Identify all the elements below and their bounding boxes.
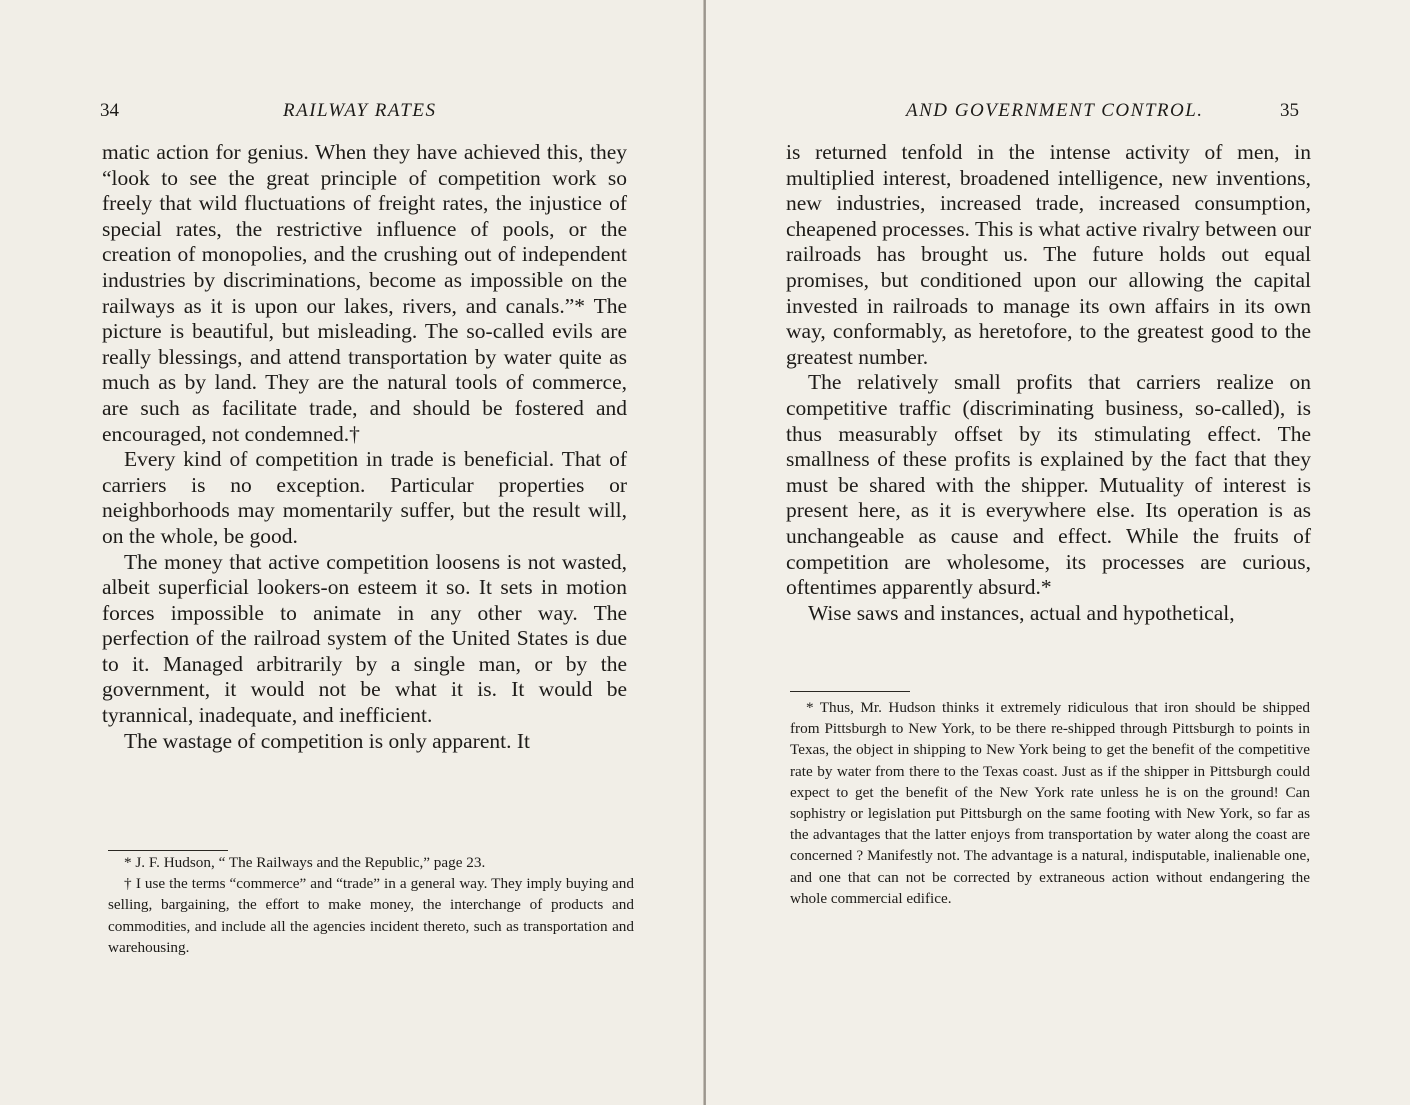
right-page [706,0,1410,1105]
right-footnote-1: * Thus, Mr. Hudson thinks it extremely ridiculous that iron should be shipped from Pittsburgh to New York, to be there re-shipped through Pittsburgh to points in Texas, the object in shipping to New York being to get the benefit of the competitive rate by water from there to the Texas coast. Just as if the shipper in Pittsburgh could expect to get the benefit of the New York rate unless he is on the ground! Can sophistry or legislation put Pittsburgh on the same footing with New York, so far as the advantages that the latter enjoys from transportation by water along the coast are concerned ? Manifestly not. The advantage is a natural, indisputable, inalienable one, and one that can not be corrected by extraneous action without endangering the whole commercial edifice. [790,699,1310,907]
right-paragraph-2: The relatively small profits that carriers realize on competitive traffic (discriminating business, so-called), is thus measurably offset by its stimulating effect. The smallness of these profits is explained by the fact that they must be shared with the shipper. Mutuality of interest is present here, as it is everywhere else. Its operation is as unchangeable as cause and effect. While the fruits of competition are wholesome, its processes are curious, oftentimes apparently absurd.* [786,370,1311,600]
left-page [0,0,704,1105]
left-running-title: RAILWAY RATES [283,100,437,121]
right-footnotes [790,697,1310,909]
right-paragraph-3: Wise saws and instances, actual and hypothetical, [808,600,1235,625]
left-footnote-2: † I use the terms “commerce” and “trade” in a general way. They imply buying and selling, bargaining, the effort to make money, the interchange of products and commodities, and include all the agencies incident thereto, such as transportation and warehousing. [108,875,634,956]
left-paragraph-2: Every kind of competition in trade is beneficial. That of carriers is no exception. Particular properties or neighborhoods may momentarily suffer, but the result will, on the whole, be good. [102,447,627,548]
right-running-head [906,98,1310,124]
left-paragraph-4: The wastage of competition is only apparent. It [124,728,530,753]
left-footnote-1: * J. F. Hudson, “ The Railways and the Republic,” page 23. [124,854,486,871]
left-body-text [102,140,627,754]
right-paragraph-1: is returned tenfold in the intense activity of men, in multiplied interest, broadened intelligence, new inventions, new industries, increased trade, increased consumption, cheapened processes. This is what active rivalry between our railroads has brought us. The future holds out equal promises, but conditioned upon our allowing the capital invested in railroads to manage its own affairs in its own way, conformably, as heretofore, to the greatest good to the greatest number. [786,140,1311,369]
left-footnotes [108,852,634,958]
left-page-number: 34 [100,100,119,121]
right-footnote-rule [790,691,910,692]
right-running-title: AND GOVERNMENT CONTROL. [906,100,1204,121]
left-footnote-rule [108,850,228,851]
right-body-text [786,140,1311,626]
left-running-head [100,98,630,124]
left-paragraph-3: The money that active competition loosens is not wasted, albeit superficial lookers-on esteem it so. It sets in motion forces impossible to animate in any other way. The perfection of the railroad system of the United States is due to it. Managed arbitrarily by a single man, or by the government, it would not be what it is. It would be tyrannical, inadequate, and inefficient. [102,549,627,728]
left-paragraph-1: matic action for genius. When they have achieved this, they “look to see the great principle of competition work so freely that wild fluctuations of freight rates, the injustice of special rates, the restrictive influence of pools, or the creation of monopolies, and the crushing out of independent industries by discriminations, become as impossible on the railways as it is upon our lakes, rivers, and canals.”* The picture is beautiful, but misleading. The so-called evils are really blessings, and attend transportation by water quite as much as by land. They are the natural tools of commerce, are such as facilitate trade, and should be fostered and encouraged, not condemned.† [102,140,627,446]
right-page-number: 35 [1280,100,1299,121]
